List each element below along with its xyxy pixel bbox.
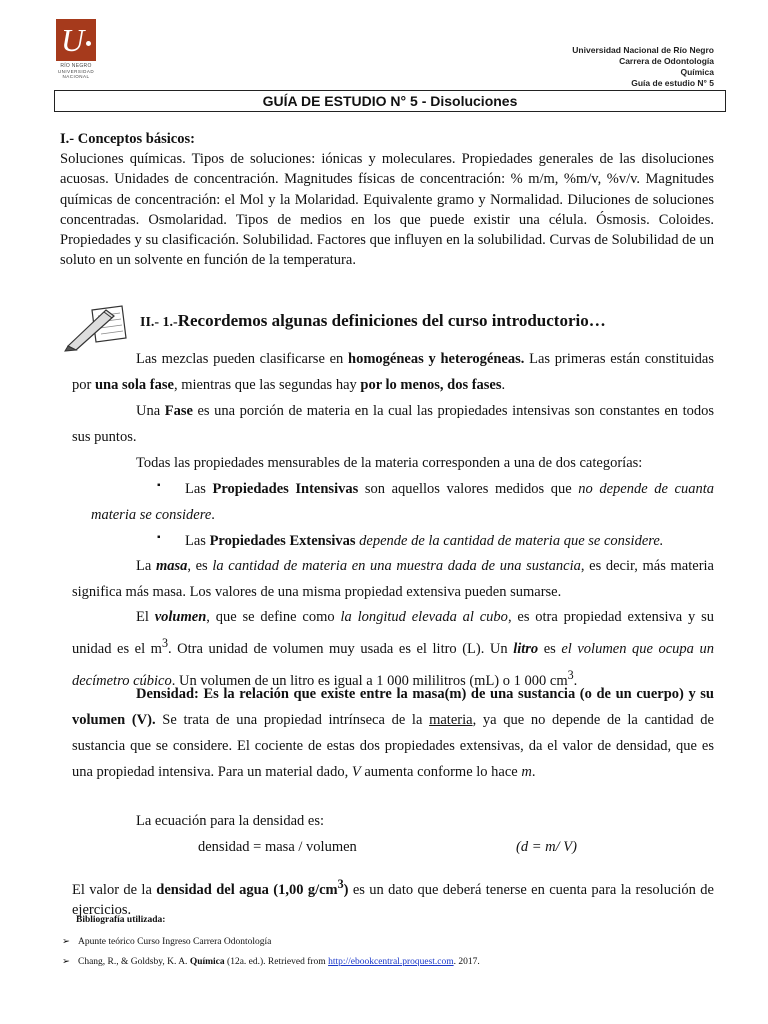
bold-text: ) [343, 881, 349, 898]
text: aumenta conforme lo hace [360, 764, 522, 780]
bold-text: Fase [164, 403, 193, 419]
arrow-bullet-icon: ➢ [62, 937, 70, 947]
bold-text: Densidad: Es la relación que existe entre la masa(m) de una sustancia (o de un cuerpo) y su volumen (V). [72, 686, 714, 728]
bold-text: por lo menos, dos fases [360, 377, 502, 393]
italic-text: m [521, 764, 532, 780]
text: . 2017. [453, 957, 480, 967]
text: . [211, 507, 215, 523]
pencil-notes-icon [62, 302, 130, 352]
ebookcentral-link[interactable]: http://ebookcentral.proquest.com [328, 957, 454, 967]
section2-heading [140, 311, 606, 331]
paragraph-water-density [72, 874, 714, 920]
paragraph-phase [72, 398, 714, 450]
equation-symbols: (d = m/ V) [516, 839, 577, 855]
bullet-icon: ▪ [157, 532, 161, 543]
text: es [538, 640, 562, 657]
bold-italic-text: litro [513, 640, 539, 657]
text: , que se define como [206, 609, 341, 625]
header-guide: Guía de estudio N° 5 [631, 78, 714, 88]
text: Chang, R., & Goldsby, K. A. [78, 957, 190, 967]
paragraph-equation-intro: La ecuación para la densidad es: [136, 813, 325, 829]
bold-text: densidad del agua (1,00 g/cm [156, 881, 338, 898]
bold-text: Propiedades Intensivas [212, 481, 359, 497]
bold-text: homogéneas y heterogéneas. [348, 351, 525, 367]
text: Las [185, 533, 210, 549]
bullet-extensive [185, 528, 725, 554]
text: . [573, 672, 578, 689]
superscript: 3 [567, 667, 574, 682]
bold-text: Propiedades Extensivas [209, 533, 356, 549]
logo-mark [56, 19, 96, 61]
bold-italic-text: masa [155, 558, 188, 574]
bold-italic-text: volumen [154, 609, 207, 625]
italic-text: la cantidad de materia en una muestra dada de una sustancia [212, 558, 581, 574]
header-career: Carrera de Odontología [619, 56, 714, 66]
superscript: 3 [337, 877, 344, 891]
arrow-bullet-icon: ➢ [62, 957, 70, 967]
paragraph-mixtures [72, 346, 714, 398]
section2-heading-number: II.- 1.- [140, 315, 178, 330]
text: . [501, 377, 506, 393]
paragraph-categories: Todas las propiedades mensurables de la materia corresponden a una de dos categorías: [136, 455, 643, 471]
italic-text: la longitud elevada al cubo [340, 609, 508, 625]
document-header [572, 45, 714, 89]
section1-heading: I.- Conceptos básicos: [60, 131, 195, 147]
bibliography-item [62, 956, 480, 967]
section1-text: Soluciones químicas. Tipos de soluciones: iónicas y moleculares. Propiedades generales de las disoluciones acuosas. Unidades de concentración. Magnitudes físicas de concentración: % m/m, %m/v, %v/v. Magnitudes químicas de concentración: el Mol y la Molaridad. Equivalente gramo y Normalidad. Diluciones de soluciones concentradas. Osmolaridad. Tipos de medios en los que puede existir una célula. Ósmosis. Coloides. Propiedades y su clasificación. Solubilidad. Factores que influyen en la solubilidad. Curvas de Solubilidad de un soluto en un solvente en función de la temperatura. [60, 151, 714, 269]
bold-text: Química [189, 957, 225, 967]
text: , es otra propiedad extensiva y su unidad es el m [72, 609, 714, 657]
text: es una porción de materia en la cual las propiedades intensivas son constantes en todos sus puntos. [72, 403, 714, 445]
text: La [136, 558, 156, 574]
bibliography-heading: Bibliografía utilizada: [76, 915, 166, 925]
bibliography-item [62, 936, 271, 947]
equation-words: densidad = masa / volumen [198, 839, 357, 855]
italic-text: depende de la cantidad de materia que se considere. [359, 533, 664, 549]
text: , es decir, más materia significa más masa. Los valores de una misma propiedad extensiva pueden sumarse. [72, 558, 714, 600]
header-university: Universidad Nacional de Río Negro [572, 45, 714, 55]
text: es un dato que deberá tenerse en cuenta para la resolución de ejercicios. [72, 881, 714, 918]
page-title: GUÍA DE ESTUDIO N° 5 - Disoluciones [54, 90, 726, 112]
text: , mientras que las segundas hay [173, 377, 361, 393]
logo-line2: UNIVERSIDAD NACIONAL [57, 69, 95, 79]
logo-letter: U [60, 22, 85, 58]
paragraph-density [72, 681, 714, 785]
section2-heading-text: Recordemos algunas definiciones del curso introductorio… [177, 311, 606, 330]
university-logo [56, 19, 96, 77]
text: son aquellos valores medidos que [358, 481, 579, 497]
logo-line1: RÍO NEGRO [60, 63, 92, 69]
header-subject: Química [680, 67, 714, 77]
logo-dot [86, 41, 91, 46]
text: El valor de la [72, 881, 157, 898]
text: Las primeras están constituidas por [72, 351, 714, 393]
text: (12a. ed.). Retrieved from [224, 957, 329, 967]
text: Las [185, 481, 213, 497]
paragraph-mass [72, 553, 714, 605]
text: , ya que no depende de la cantidad de sustancia que se considere. El cociente de estas dos propiedades extensivas, da el valor de densidad, que es una propiedad intensiva. Para un material dado, [72, 712, 714, 780]
text: Apunte teórico Curso Ingreso Carrera Odontología [78, 937, 272, 947]
bullet-icon: ▪ [157, 480, 161, 491]
bold-text: una sola fase [94, 377, 174, 393]
text: Las mezclas pueden clasificarse en [136, 351, 349, 367]
italic-text: no depende de cuanta materia se considere [91, 481, 714, 523]
text: Una [136, 403, 165, 419]
superscript: 3 [161, 636, 168, 650]
text: . Un volumen de un litro es igual a 1 000 mililitros (mL) o 1 000 cm [171, 672, 568, 689]
text: El [136, 609, 155, 625]
text: , es [187, 558, 213, 574]
text: Se trata de una propiedad intrínseca de la [155, 712, 430, 728]
text: . [531, 764, 536, 780]
italic-text: el volumen que ocupa un decímetro cúbico [72, 640, 714, 689]
link-like-underline: materia [429, 712, 473, 728]
italic-text: V [351, 764, 361, 780]
bullet-intensive [91, 476, 714, 528]
text: . Otra unidad de volumen muy usada es el litro (L). Un [167, 640, 514, 657]
